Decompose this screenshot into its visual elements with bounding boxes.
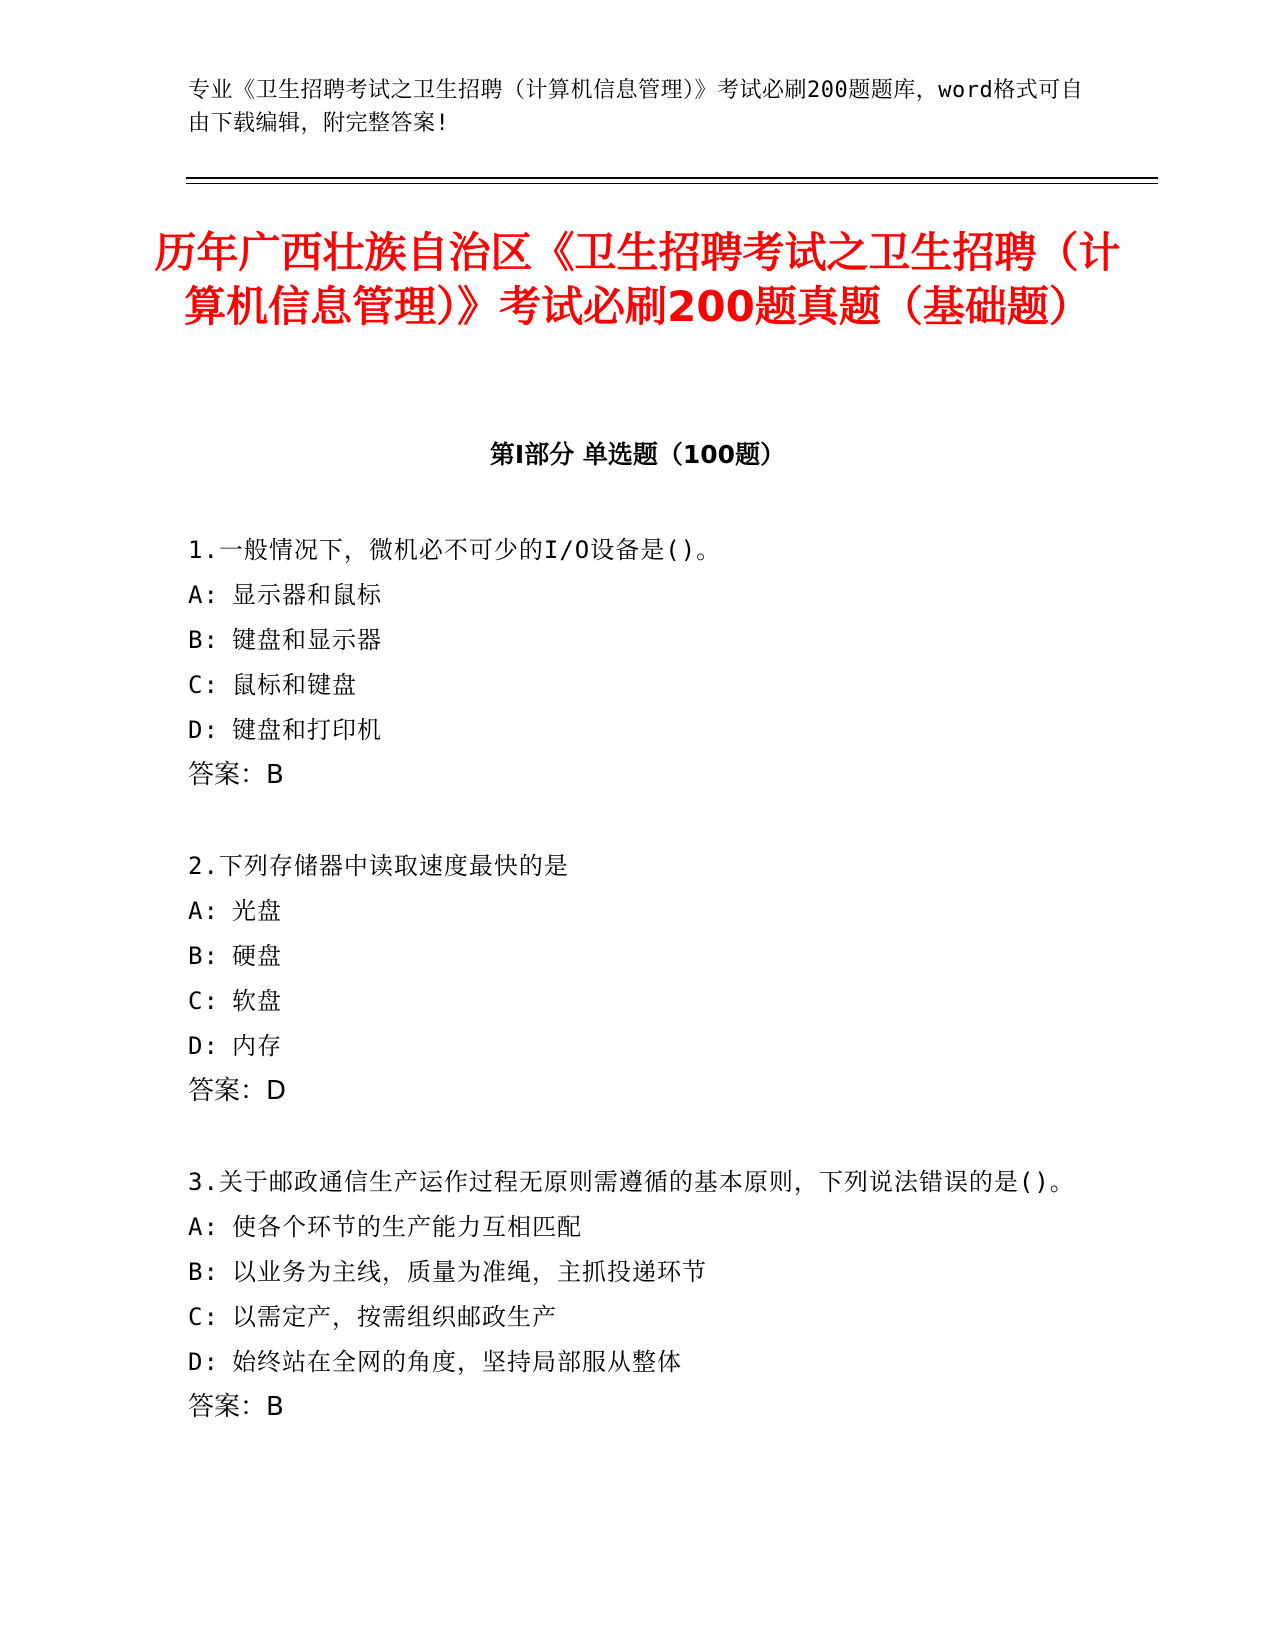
question-2 (188, 844, 1088, 1114)
option-letter: C: (188, 671, 219, 699)
option-text: 软盘 (232, 987, 282, 1015)
option-letter: C: (188, 987, 219, 1015)
question-1 (188, 528, 1088, 798)
answer-line: 答案：B (188, 760, 284, 790)
option-letter: D: (188, 716, 219, 744)
option-text: 键盘和显示器 (232, 626, 382, 654)
question-stem: 2.下列存储器中读取速度最快的是 (188, 852, 569, 880)
option-letter: A: (188, 897, 219, 925)
answer-line: 答案：B (188, 1392, 284, 1422)
option-b (188, 934, 1088, 979)
option-letter: A: (188, 581, 219, 609)
header-intro: 专业《卫生招聘考试之卫生招聘（计算机信息管理）》考试必刷200题题库，word格式可自由下载编辑，附完整答案! (188, 78, 1084, 136)
header-divider-thick (186, 177, 1158, 179)
option-letter: D: (188, 1348, 219, 1376)
question-stem: 3.关于邮政通信生产运作过程无原则需遵循的基本原则，下列说法错误的是()。 (188, 1168, 1075, 1196)
option-d (188, 1024, 1088, 1069)
option-text: 键盘和打印机 (232, 716, 382, 744)
option-letter: B: (188, 1258, 219, 1286)
option-text: 使各个环节的生产能力互相匹配 (232, 1213, 582, 1241)
option-letter: B: (188, 942, 219, 970)
option-text: 光盘 (232, 897, 282, 925)
option-letter: A: (188, 1213, 219, 1241)
option-text: 以需定产，按需组织邮政生产 (232, 1303, 557, 1331)
question-list (188, 528, 1088, 1476)
question-stem: 1.一般情况下，微机必不可少的I/O设备是()。 (188, 536, 722, 564)
option-a (188, 1205, 1088, 1250)
option-d (188, 1340, 1088, 1385)
option-text: 始终站在全网的角度，坚持局部服从整体 (232, 1348, 682, 1376)
option-text: 硬盘 (232, 942, 282, 970)
option-letter: B: (188, 626, 219, 654)
option-c (188, 979, 1088, 1024)
option-letter: D: (188, 1032, 219, 1060)
option-text: 内存 (232, 1032, 282, 1060)
answer-line: 答案：D (188, 1076, 287, 1106)
option-text: 以业务为主线，质量为准绳，主抓投递环节 (232, 1258, 707, 1286)
option-text: 鼠标和键盘 (232, 671, 357, 699)
option-text: 显示器和鼠标 (232, 581, 382, 609)
option-d (188, 708, 1088, 753)
option-letter: C: (188, 1303, 219, 1331)
document-title: 历年广西壮族自治区《卫生招聘考试之卫生招聘（计算机信息管理）》考试必刷200题真题（基础题） (154, 228, 1121, 331)
option-c (188, 663, 1088, 708)
header-divider-thin (186, 183, 1158, 184)
option-b (188, 1250, 1088, 1295)
question-3 (188, 1160, 1088, 1430)
option-a (188, 573, 1088, 618)
section-title: 第Ⅰ部分 单选题（100题） (489, 440, 786, 469)
option-c (188, 1295, 1088, 1340)
option-b (188, 618, 1088, 663)
option-a (188, 889, 1088, 934)
